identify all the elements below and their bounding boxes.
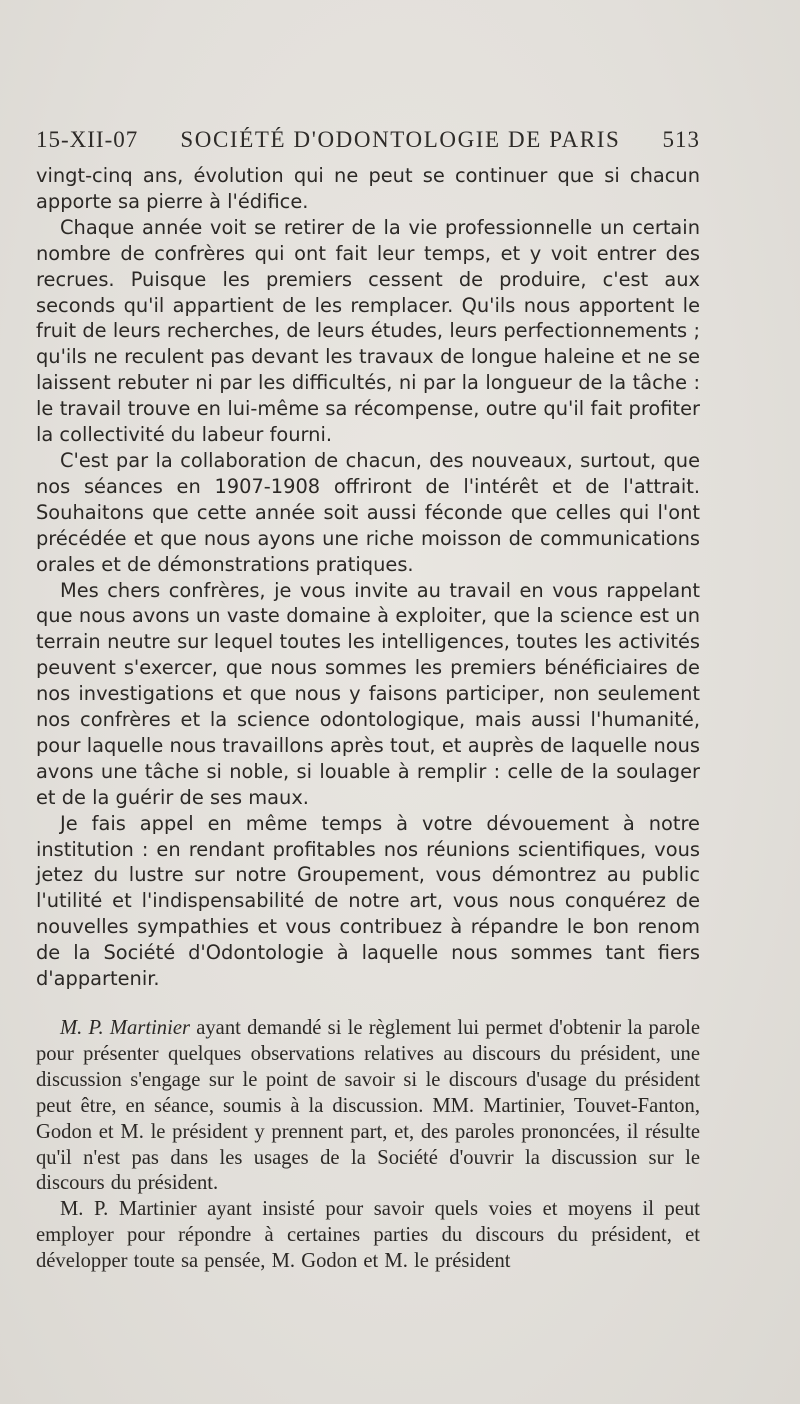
- paragraph: Chaque année voit se retirer de la vie professionnelle un certain nombre de confrères qui ont fait leur temps, et y voit entrer des recrues. Puisque les premiers cessent de produire, c'est aux seconds qu'il appartient de les remplacer. Qu'ils nous apportent le fruit de leurs recherches, de leurs études, leurs perfectionnements ; qu'ils ne reculent pas devant les travaux de longue haleine et ne se laissent rebuter ni par les difficultés, ni par la longueur de la tâche : le travail trouve en lui-même sa récompense, outre qu'il fait profiter la collectivité du labeur fourni.: [36, 215, 700, 447]
- running-head: [36, 127, 700, 153]
- header-date: 15-XII-07: [36, 127, 139, 152]
- discussion-text: ayant demandé si le règlement lui permet d'obtenir la parole pour présenter quelques observations relatives au discours du président, une discussion s'engage sur le point de savoir si le discours d'usage du président peut être, en séance, soumis à la discussion. MM. Martinier, Touvet-Fanton, Godon et M. le président y prennent part, et, des paroles prononcées, il résulte qu'il n'est pas dans les usages de la Société d'ouvrir la discussion sur le discours du président.: [36, 1017, 700, 1195]
- paragraph: C'est par la collaboration de chacun, des nouveaux, surtout, que nos séances en 1907-1908 offriront de l'intérêt et de l'attrait. Souhaitons que cette année soit aussi féconde que celles qui l'ont précédée et que nous ayons une riche moisson de communications orales et de démonstrations pratiques.: [36, 448, 700, 576]
- page-body: [36, 163, 700, 1275]
- speaker-name: M. P. Martinier: [60, 1017, 190, 1039]
- paragraph: Je fais appel en même temps à votre dévouement à notre institution : en rendant profitables nos réunions scientifiques, vous jetez du lustre sur notre Groupement, vous démontrez au public l'utilité et l'indispensabilité de notre art, vous nous conquérez de nouvelles sympathies et vous contribuez à répandre le bon renom de la Société d'Odontologie à laquelle nous sommes tant fiers d'appartenir.: [36, 811, 700, 991]
- paragraph: Mes chers confrères, je vous invite au travail en vous rappelant que nous avons un vaste domaine à exploiter, que la science est un terrain neutre sur lequel toutes les intelligences, toutes les activités peuvent s'exercer, que nous sommes les premiers bénéficiaires de nos investigations et que nous y faisons participer, non seulement nos confrères et la science odontologique, mais aussi l'humanité, pour laquelle nous travaillons après tout, et auprès de laquelle nous avons une tâche si noble, si louable à remplir : celle de la soulager et de la guérir de ses maux.: [36, 578, 700, 809]
- header-title: SOCIÉTÉ D'ODONTOLOGIE DE PARIS: [180, 127, 621, 152]
- paragraph: vingt-cinq ans, évolution qui ne peut se continuer que si chacun apporte sa pierre à l'édifice.: [36, 164, 700, 213]
- page-number: 513: [662, 127, 700, 152]
- discussion-paragraph: [36, 1016, 700, 1197]
- discussion-paragraph-2: M. P. Martinier ayant insisté pour savoir quels voies et moyens il peut employer pour répondre à certaines parties du discours du président, et développer toute sa pensée, M. Godon et M. le président: [36, 1198, 700, 1273]
